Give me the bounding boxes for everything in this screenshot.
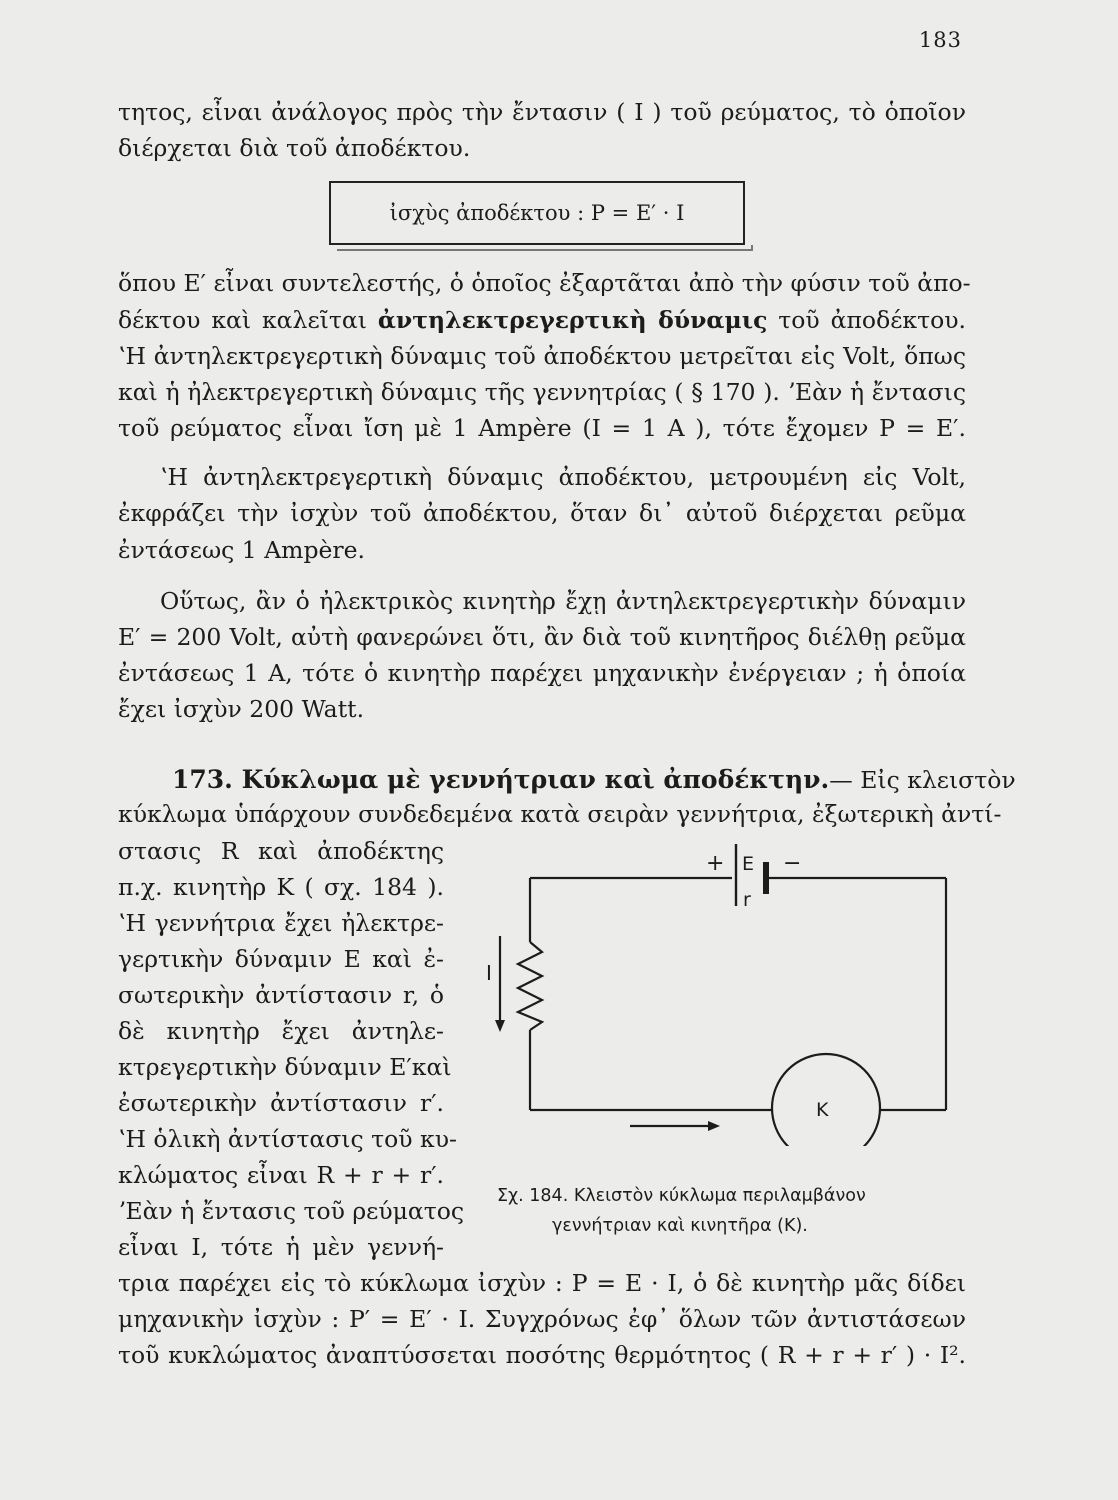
text-line: ἐκφράζει τὴν ἰσχὺν τοῦ ἀποδέκτου, ὅταν δι᾽ αὐτοῦ διέρχεται ρεῦμα — [118, 499, 966, 527]
column-line: δὲ κινητὴρ ἔχει ἀντηλε- — [118, 1017, 444, 1045]
text-line: Οὕτως, ἂν ὁ ἠλεκτρικὸς κινητὴρ ἔχῃ ἀντηλεκτρεγερτικὴν δύναμιν — [160, 587, 966, 615]
text-span: δέκτου καὶ καλεῖται — [118, 306, 378, 334]
column-line: κτρεγερτικὴν δύναμιν E′καὶ — [118, 1053, 452, 1081]
text-line: ʽΗ ἀντηλεκτρεγερτικὴ δύναμις τοῦ ἀποδέκτου μετρεῖται εἰς Volt, ὅπως — [118, 342, 966, 370]
page-number: 183 — [918, 28, 962, 52]
text-line: στασις R καὶ ἀποδέκτης — [118, 837, 444, 865]
text-line: κύκλωμα ὑπάρχουν συνδεδεμένα κατὰ σειρὰν γεννήτρια, ἐξωτερικὴ ἀντί- — [118, 800, 1002, 828]
emf-label: E — [742, 853, 755, 875]
column-line: ʽΗ γεννήτρια ἔχει ἠλεκτρε- — [118, 909, 444, 937]
column-line: ʽΗ ὁλικὴ ἀντίστασις τοῦ κυ- — [118, 1125, 457, 1153]
arrow-head-left — [495, 1020, 505, 1032]
text-line — [118, 306, 966, 334]
current-label: I — [486, 961, 492, 985]
text-line: διέρχεται διὰ τοῦ ἀποδέκτου. — [118, 134, 471, 162]
formula-box — [329, 181, 745, 245]
text-line: ἐντάσεως 1 A, τότε ὁ κινητὴρ παρέχει μηχανικὴν ἐνέργειαν ; ἡ ὁποία — [118, 659, 966, 687]
circuit-diagram — [480, 836, 950, 1146]
column-line: π.χ. κινητὴρ K ( σχ. 184 ). — [118, 873, 444, 901]
text-line: τοῦ ρεύματος εἶναι ἴση μὲ 1 Ampère (I = 1 A ), τότε ἔχομεν P = E′. — [118, 414, 966, 442]
text-span: — Εἰς κλειστὸν — [829, 766, 1016, 794]
text-line: ὅπου E′ εἶναι συντελεστής, ὁ ὁποῖος ἐξαρτᾶται ἀπὸ τὴν φύσιν τοῦ ἀπο- — [118, 269, 971, 297]
text-line: E′ = 200 Volt, αὐτὴ φανερώνει ὅτι, ἂν διὰ τοῦ κινητῆρος διέλθῃ ρεῦμα — [118, 623, 966, 651]
column-line: γερτικὴν δύναμιν E καὶ ἐ- — [118, 945, 444, 973]
text-line: μηχανικὴν ἰσχὺν : P′ = E′ · I. Συγχρόνως ἐφ᾽ ὅλων τῶν ἀντιστάσεων — [118, 1305, 966, 1333]
plus-label: + — [706, 851, 725, 876]
text-span: τοῦ ἀποδέκτου. — [767, 306, 966, 334]
formula-text: ἰσχὺς ἀποδέκτου : P = E′ · I — [389, 201, 685, 225]
internal-resistance-label: r — [743, 889, 751, 911]
column-line: ʼΕὰν ἡ ἔντασις τοῦ ρεύματος — [118, 1197, 465, 1225]
motor-label: K — [816, 1099, 829, 1121]
column-line: κλώματος εἶναι R + r + r′. — [118, 1161, 444, 1189]
figure-caption-line1: Σχ. 184. Κλειστὸν κύκλωμα περιλαμβάνον — [497, 1186, 866, 1206]
column-line: σωτερικὴν ἀντίστασιν r, ὁ — [118, 981, 444, 1009]
figure-caption-line2: γεννήτριαν καὶ κινητῆρα (K). — [552, 1216, 808, 1236]
section-heading: 173. Κύκλωμα μὲ γεννήτριαν καὶ ἀποδέκτην. — [172, 765, 830, 794]
text-line: καὶ ἡ ἠλεκτρεγερτικὴ δύναμις τῆς γεννητρίας ( § 170 ). ʼΕὰν ἡ ἔντασις — [118, 378, 966, 406]
text-line: ʽΗ ἀντηλεκτρεγερτικὴ δύναμις ἀποδέκτου, μετρουμένη εἰς Volt, — [160, 463, 966, 491]
column-line: εἶναι I, τότε ἡ μὲν γεννή- — [118, 1233, 444, 1261]
column-line: ἐσωτερικὴν ἀντίστασιν r′. — [118, 1089, 444, 1117]
text-line: τοῦ κυκλώματος ἀναπτύσσεται ποσότης θερμότητος ( R + r + r′ ) · I². — [118, 1341, 966, 1369]
text-line: τρια παρέχει εἰς τὸ κύκλωμα ἰσχὺν : P = E · I, ὁ δὲ κινητὴρ μᾶς δίδει — [118, 1269, 966, 1297]
minus-label: − — [783, 851, 802, 876]
resistor-zigzag — [518, 942, 542, 1030]
term-bold: ἀντηλεκτρεγερτικὴ δύναμις — [377, 306, 768, 334]
text-line: ἔχει ἰσχὺν 200 Watt. — [118, 695, 365, 723]
section-heading-line — [172, 765, 1016, 794]
arrow-head-bottom — [708, 1121, 720, 1131]
text-line: τητος, εἶναι ἀνάλογος πρὸς τὴν ἔντασιν ( I ) τοῦ ρεύματος, τὸ ὁποῖον — [118, 98, 966, 126]
text-line: ἐντάσεως 1 Ampère. — [118, 536, 366, 564]
